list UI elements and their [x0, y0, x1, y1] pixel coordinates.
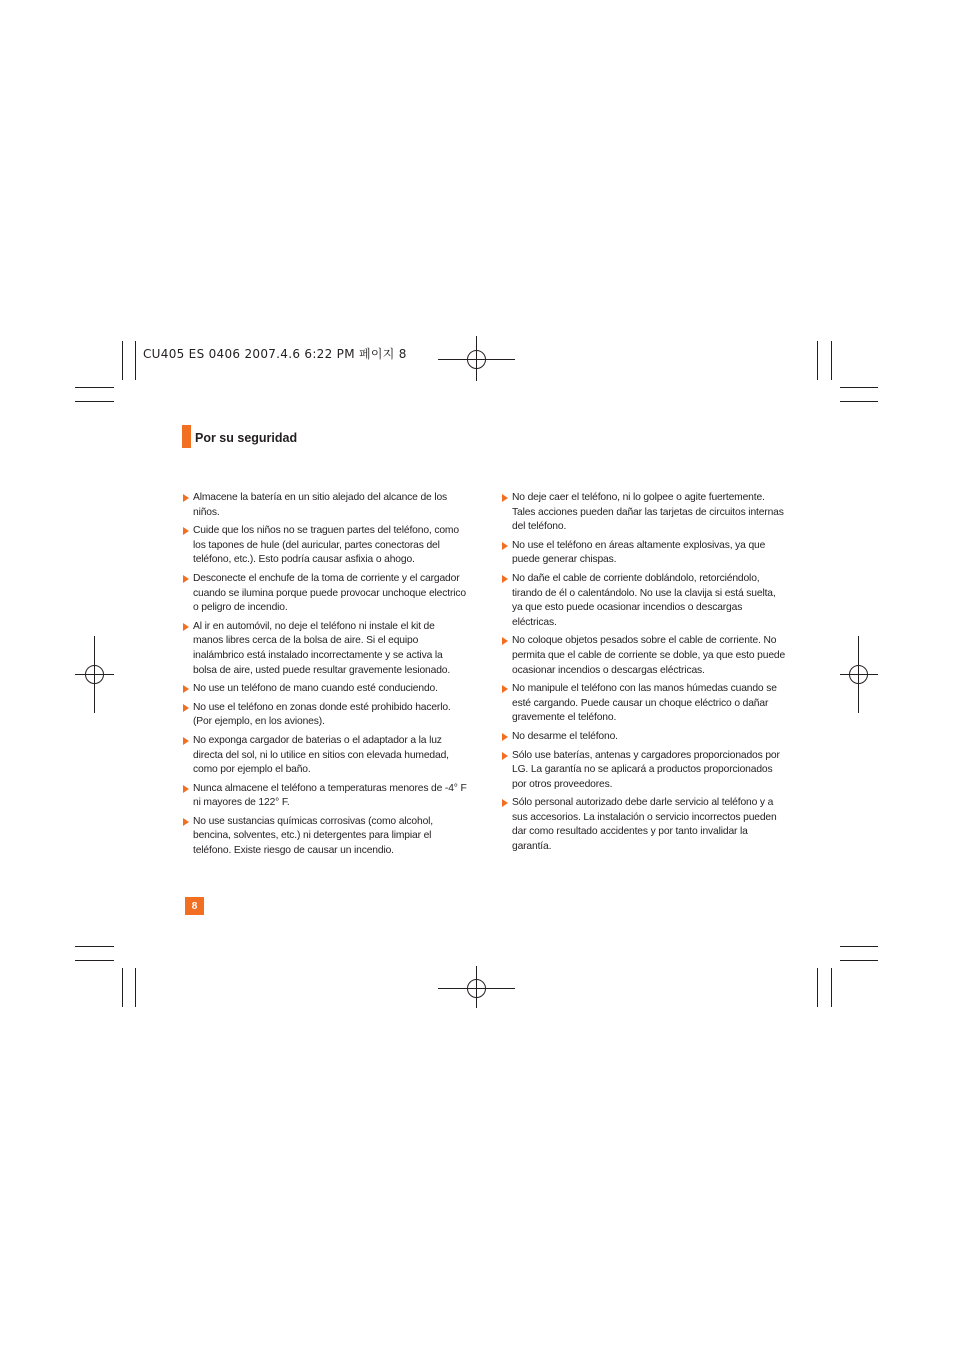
- registration-circle: [849, 665, 868, 684]
- triangle-bullet-icon: [183, 737, 189, 745]
- crop-mark-line: [817, 341, 818, 380]
- list-item: Almacene la batería en un sitio alejado del alcance de los niños.: [182, 491, 467, 520]
- triangle-bullet-icon: [183, 494, 189, 502]
- crop-mark-line: [122, 341, 123, 380]
- crop-mark-line: [840, 387, 878, 388]
- list-item: Desconecte el enchufe de la toma de corriente y el cargador cuando se ilumina porque puede provocar unchoque electrico o peligro de incendio.: [182, 572, 467, 616]
- triangle-bullet-icon: [502, 637, 508, 645]
- triangle-bullet-icon: [502, 494, 508, 502]
- list-item: Sólo use baterías, antenas y cargadores proporcionados por LG. La garantía no se aplicará a productos proporcionados por otros proveedores.: [501, 749, 786, 793]
- triangle-bullet-icon: [502, 575, 508, 583]
- crop-mark-line: [75, 960, 114, 961]
- registration-circle: [467, 979, 486, 998]
- list-item: No dañe el cable de corriente doblándolo, retorciéndolo, tirando de él o calentándolo. No use la clavija si está suelta, ya que esto puede ocasionar incendios o descargas eléctricas.: [501, 572, 786, 630]
- triangle-bullet-icon: [502, 685, 508, 693]
- triangle-bullet-icon: [183, 685, 189, 693]
- crop-mark-line: [840, 960, 878, 961]
- print-slug-line: CU405 ES 0406 2007.4.6 6:22 PM 페이지 8: [143, 347, 407, 361]
- triangle-bullet-icon: [183, 818, 189, 826]
- list-item: Sólo personal autorizado debe darle servicio al teléfono y a sus accesorios. La instalación o servicio incorrectos pueden dar como resultado accidentes y por tanto invalidar la garantía.: [501, 796, 786, 854]
- triangle-bullet-icon: [183, 704, 189, 712]
- triangle-bullet-icon: [502, 542, 508, 550]
- crop-mark-line: [831, 968, 832, 1007]
- triangle-bullet-icon: [502, 733, 508, 741]
- list-item: No use el teléfono en áreas altamente explosivas, ya que puede generar chispas.: [501, 539, 786, 568]
- registration-circle: [85, 665, 104, 684]
- list-item: No use sustancias químicas corrosivas (como alcohol, bencina, solventes, etc.) ni detergentes para limpiar el teléfono. Existe riesgo de causar un incendio.: [182, 815, 467, 859]
- list-item: No manipule el teléfono con las manos húmedas cuando se esté cargando. Puede causar un choque eléctrico o dañar gravemente el teléfono.: [501, 682, 786, 726]
- section-title: Por su seguridad: [195, 431, 298, 445]
- crop-mark-line: [75, 387, 114, 388]
- crop-mark-line: [75, 946, 114, 947]
- list-item: Al ir en automóvil, no deje el teléfono ni instale el kit de manos libres cerca de la bolsa de aire. Si el equipo inalámbrico está instalado incorrectamente y se activa la bolsa de aire, usted puede resultar gravemente lesionado.: [182, 620, 467, 678]
- crop-mark-line: [840, 946, 878, 947]
- crop-mark-line: [831, 341, 832, 380]
- list-item: No exponga cargador de baterias o el adaptador a la luz directa del sol, ni lo utilice en sitios con elevada humedad, como por ejemplo el baño.: [182, 734, 467, 778]
- crop-mark-line: [817, 968, 818, 1007]
- list-item: No use un teléfono de mano cuando esté conduciendo.: [182, 682, 467, 697]
- list-item: No deje caer el teléfono, ni lo golpee o agite fuertemente. Tales acciones pueden dañar las tarjetas de circuitos internas del teléfono.: [501, 491, 786, 535]
- left-column: [182, 491, 467, 863]
- triangle-bullet-icon: [183, 527, 189, 535]
- list-item: No coloque objetos pesados sobre el cable de corriente. No permita que el cable de corriente se doble, ya que esto puede ocasionar incendios o descargas eléctricas.: [501, 634, 786, 678]
- triangle-bullet-icon: [183, 575, 189, 583]
- crop-mark-line: [75, 401, 114, 402]
- crop-mark-line: [135, 968, 136, 1007]
- right-column: [501, 491, 786, 859]
- triangle-bullet-icon: [502, 799, 508, 807]
- page-number-badge: 8: [185, 897, 204, 915]
- crop-mark-line: [135, 341, 136, 380]
- registration-circle: [467, 350, 486, 369]
- section-accent-bar: [182, 425, 191, 448]
- crop-mark-line: [122, 968, 123, 1007]
- list-item: No use el teléfono en zonas donde esté prohibido hacerlo. (Por ejemplo, en los aviones).: [182, 701, 467, 730]
- list-item: Cuide que los niños no se traguen partes del teléfono, como los tapones de hule (del auricular, partes conectoras del teléfono, etc.). Esto podría causar asfixia o ahogo.: [182, 524, 467, 568]
- crop-mark-line: [840, 401, 878, 402]
- triangle-bullet-icon: [183, 623, 189, 631]
- list-item: No desarme el teléfono.: [501, 730, 786, 745]
- triangle-bullet-icon: [183, 785, 189, 793]
- list-item: Nunca almacene el teléfono a temperaturas menores de -4° F ni mayores de 122° F.: [182, 782, 467, 811]
- triangle-bullet-icon: [502, 752, 508, 760]
